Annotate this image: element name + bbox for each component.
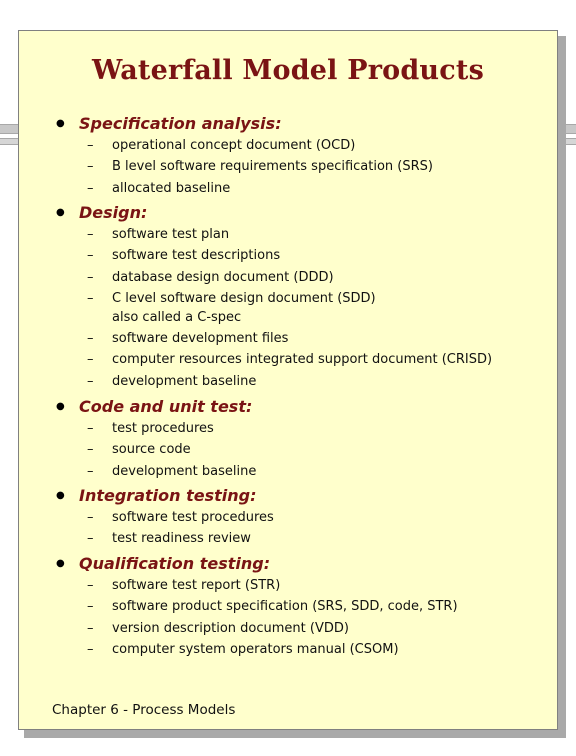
section-heading: Integration testing: (79, 486, 257, 505)
section-heading: Code and unit test: (79, 397, 253, 416)
section-heading: Specification analysis: (79, 114, 282, 133)
bullet-icon: ● (56, 118, 65, 129)
bullet-icon: ● (56, 558, 65, 569)
bullet-icon: ● (56, 401, 65, 412)
slide-footer: Chapter 6 - Process Models (52, 702, 236, 718)
bullet-icon: ● (56, 490, 65, 501)
slide-title: Waterfall Model Products (92, 55, 484, 86)
section-heading: Qualification testing: (79, 554, 271, 573)
section-heading: Design: (79, 203, 148, 222)
slide: Waterfall Model Products ● Specification analysis: – operational concept document (OCD) – B level software requirements specification (SRS) – allocated baseline ● Design: – software test plan – software test descriptions – database design document (DDD) – C level software design document (SDD) also called a C-spec – software development files – computer resources integrated support document (CRISD) – development baseline ● Code and unit test: – test procedures – source code – development baseline ● Integration testing: – software test procedures – test readiness review ● Qualification testing: – software test report (STR) – software product specification (SRS, SDD, code, STR) – version description document (VDD) – computer system operators manual (CSOM) Chapter 6 - Process Models (18, 30, 558, 730)
bullet-icon: ● (56, 207, 65, 218)
